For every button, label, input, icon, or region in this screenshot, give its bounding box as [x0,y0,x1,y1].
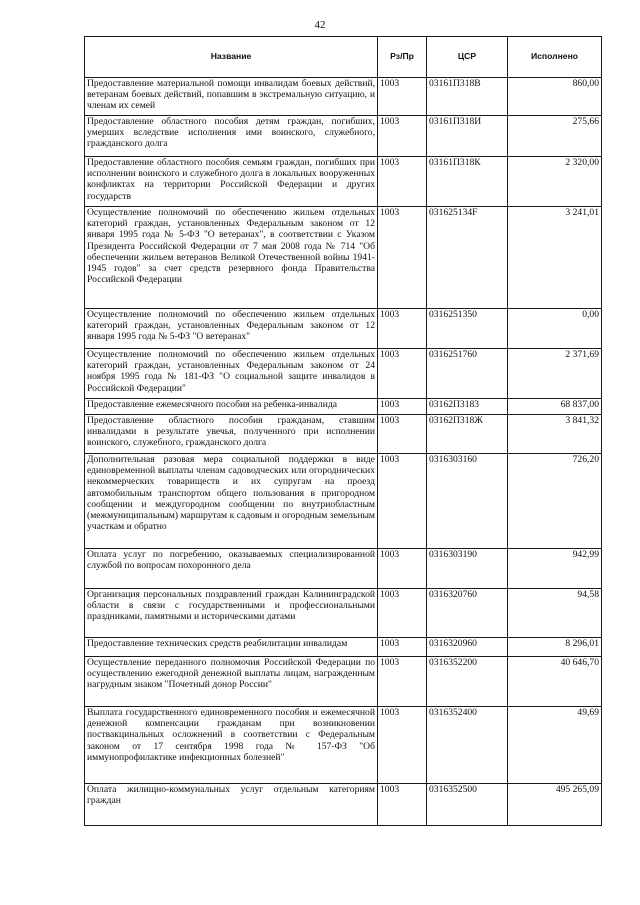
row-name: Предоставление технических средств реабилитации инвалидам [85,638,378,657]
row-section-code: 1003 [378,78,427,116]
row-section-code: 1003 [378,589,427,638]
row-section-code: 1003 [378,116,427,157]
row-section-code: 1003 [378,399,427,415]
row-amount: 8 296,01 [508,638,602,657]
table-row [85,157,602,207]
row-amount: 2 371,69 [508,349,602,399]
row-section-code: 1003 [378,415,427,454]
row-section-code: 1003 [378,454,427,549]
row-amount: 942,99 [508,549,602,589]
row-section-code: 1003 [378,784,427,826]
row-csr: 0316303190 [427,549,508,589]
table-row [85,399,602,415]
row-name: Осуществление переданного полномочия Российской Федерации по осуществлению ежегодной денежной выплаты лицам, награжденным нагрудным знаком "Почетный донор России" [85,657,378,707]
table-row [85,549,602,589]
row-csr: 031625134F [427,207,508,309]
row-csr: 03161П318В [427,78,508,116]
row-section-code: 1003 [378,157,427,207]
row-csr: 03162П3183 [427,399,508,415]
row-csr: 0316352200 [427,657,508,707]
row-csr: 0316251350 [427,309,508,349]
table-row [85,707,602,784]
header-name: Название [85,37,378,78]
row-name: Предоставление ежемесячного пособия на ребенка-инвалида [85,399,378,415]
table-row [85,349,602,399]
row-name: Осуществление полномочий по обеспечению жильем отдельных категорий граждан, установленных Федеральным законом от 12 января 1995 года № 5-ФЗ "О ветеранах" [85,309,378,349]
row-amount: 40 646,70 [508,657,602,707]
header-section: Рз/Пр [378,37,427,78]
row-csr: 03161П318К [427,157,508,207]
row-section-code: 1003 [378,349,427,399]
row-name: Оплата жилищно-коммунальных услуг отдельным категориям граждан [85,784,378,826]
row-section-code: 1003 [378,707,427,784]
row-amount: 495 265,09 [508,784,602,826]
table-row [85,638,602,657]
header-csr: ЦСР [427,37,508,78]
row-csr: 0316352400 [427,707,508,784]
row-section-code: 1003 [378,638,427,657]
row-name: Осуществление полномочий по обеспечению жильем отдельных категорий граждан, установленных Федеральным законом от 24 ноября 1995 года № 181-ФЗ "О социальной защите инвалидов в Российской Федерации" [85,349,378,399]
row-csr: 03161П318И [427,116,508,157]
row-amount: 726,20 [508,454,602,549]
row-amount: 0,00 [508,309,602,349]
row-section-code: 1003 [378,207,427,309]
header-executed: Исполнено [508,37,602,78]
row-name: Предоставление областного пособия семьям граждан, погибших при исполнении воинского и служебного долга в локальных вооруженных конфликтах на территории Российской Федерации и других государств [85,157,378,207]
row-name: Предоставление материальной помощи инвалидам боевых действий, ветеранам боевых действий, попавшим в экстремальную ситуацию, и членам их семей [85,78,378,116]
row-amount: 3 841,32 [508,415,602,454]
table-row [85,415,602,454]
table-row [85,589,602,638]
table-row [85,454,602,549]
budget-table [84,36,602,826]
row-amount: 2 320,00 [508,157,602,207]
table-header-row [85,37,602,78]
row-amount: 275,66 [508,116,602,157]
row-amount: 94,58 [508,589,602,638]
page-number: 42 [314,19,326,31]
row-name: Организация персональных поздравлений граждан Калининградской области в связи с государственными и профессиональными праздниками, памятными и историческими датами [85,589,378,638]
row-name: Предоставление областного пособия детям граждан, погибших, умерших вследствие исполнения ими воинского, служебного, гражданского долга [85,116,378,157]
row-name: Оплата услуг по погребению, оказываемых специализированной службой по вопросам похоронного дела [85,549,378,589]
table-row [85,657,602,707]
row-csr: 0316303160 [427,454,508,549]
row-csr: 0316320960 [427,638,508,657]
row-csr: 03162П318Ж [427,415,508,454]
row-amount: 68 837,00 [508,399,602,415]
row-csr: 0316251760 [427,349,508,399]
row-amount: 3 241,01 [508,207,602,309]
table-row [85,78,602,116]
row-amount: 860,00 [508,78,602,116]
table-row [85,309,602,349]
row-csr: 0316320760 [427,589,508,638]
row-name: Предоставление областного пособия гражданам, ставшим инвалидами в результате увечья, полученного при исполнении воинского, служебного, гражданского долга [85,415,378,454]
row-csr: 0316352500 [427,784,508,826]
row-section-code: 1003 [378,657,427,707]
table-row [85,784,602,826]
row-name: Дополнительная разовая мера социальной поддержки в виде единовременной выплаты членам садоводческих или огороднических некоммерческих товариществ и их супругам на проезд автомобильным транспортом общего пользования в пригородном сообщении и междугородном сообщении по внутриобластным (межмуниципальным) маршрутам к садовым и огородным земельным участкам и обратно [85,454,378,549]
row-section-code: 1003 [378,309,427,349]
table-row [85,207,602,309]
row-name: Осуществление полномочий по обеспечению жильем отдельных категорий граждан, установленных Федеральным законом от 12 января 1995 года № 5-ФЗ "О ветеранах", в соответствии с Указом Президента Российской Федерации от 7 мая 2008 года № 714 "Об обеспечении жильем ветеранов Великой Отечественной войны 1941-1945 годов" за счет средств резервного фонда Правительства Российской Федерации [85,207,378,309]
row-amount: 49,69 [508,707,602,784]
table-row [85,116,602,157]
table-body [85,78,602,826]
row-name: Выплата государственного единовременного пособия и ежемесячной денежной компенсации гражданам при возникновении поствакцинальных осложнений в соответствии с Федеральным законом от 17 сентября 1998 года № 157-ФЗ "Об иммунопрофилактике инфекционных болезней" [85,707,378,784]
row-section-code: 1003 [378,549,427,589]
